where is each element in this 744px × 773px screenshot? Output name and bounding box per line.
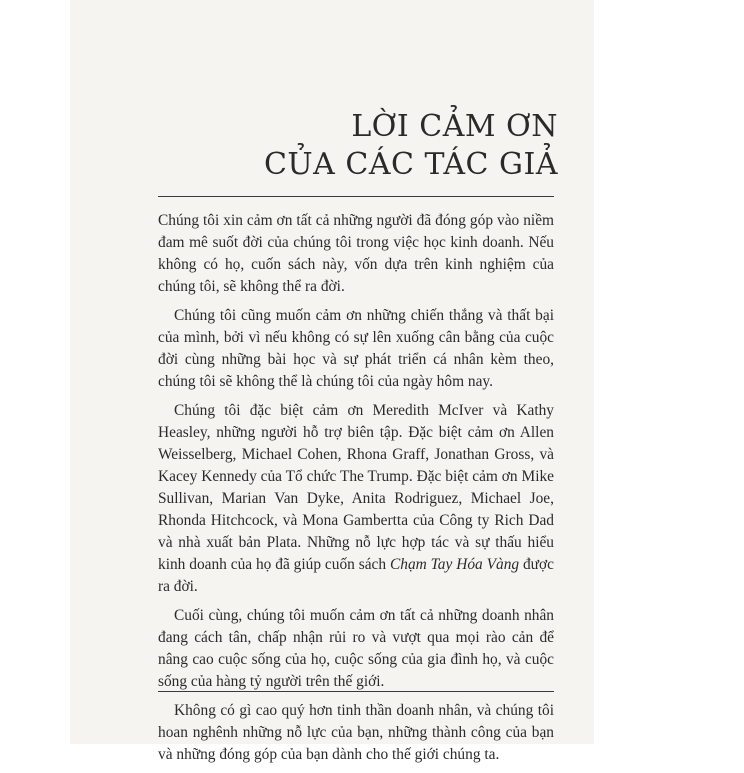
page-margin-left bbox=[0, 0, 70, 744]
book-title-italic: Chạm Tay Hóa Vàng bbox=[389, 556, 520, 573]
top-divider bbox=[158, 196, 554, 197]
paragraph-4: Cuối cùng, chúng tôi muốn cảm ơn tất cả những doanh nhân đang cách tân, chấp nhận rủi ro và vượt qua mọi rào cản để nâng cao cuộc sống của họ, cuộc sống của gia đình họ, và cuộc sống của hàng tỷ người trên thế giới. bbox=[158, 607, 554, 690]
paragraph-1: Chúng tôi xin cảm ơn tất cả những người đã đóng góp vào niềm đam mê suốt đời của chúng tôi trong việc học kinh doanh. Nếu không có họ, cuốn sách này, vốn dựa trên kinh nghiệm của chúng tôi, sẽ không thể ra đời. bbox=[158, 212, 554, 295]
acknowledgements-body bbox=[158, 210, 554, 773]
page-margin-right bbox=[594, 0, 744, 744]
paragraph-3-end: được ra đời. bbox=[158, 556, 554, 595]
bottom-divider bbox=[158, 691, 554, 692]
paragraph-3 bbox=[158, 400, 554, 598]
paragraph-2: Chúng tôi cũng muốn cảm ơn những chiến thắng và thất bại của mình, bởi vì nếu không có sự lên xuống cân bằng của cuộc đời cùng những bài học và sự phát triển cá nhân kèm theo, chúng tôi sẽ không thể là chúng tôi của ngày hôm nay. bbox=[158, 307, 554, 390]
chapter-title bbox=[264, 108, 558, 184]
paragraph-3-text: Chúng tôi đặc biệt cảm ơn Meredith McIver và Kathy Heasley, những người hỗ trợ biên tập. Đặc biệt cảm ơn Allen Weisselberg, Michael Cohen, Rhona Graff, Jonathan Gross, và Kacey Kennedy của Tổ chức The Trump. Đặc biệt cảm ơn Mike Sullivan, Marian Van Dyke, Anita Rodriguez, Michael Joe, Rhonda Hitchcock, và Mona Gambertta của Công ty Rich Dad và nhà xuất bản Plata. Những nỗ lực hợp tác và sự thấu hiểu kinh doanh của họ đã giúp cuốn sách bbox=[158, 402, 554, 573]
paragraph-5: Không có gì cao quý hơn tinh thần doanh nhân, và chúng tôi hoan nghênh những nỗ lực của bạn, những thành công của bạn và những đóng góp của bạn dành cho thế giới chúng ta. bbox=[158, 702, 554, 763]
chapter-title-line-2: CỦA CÁC TÁC GIẢ bbox=[263, 147, 558, 182]
chapter-title-line-1: LỜI CẢM ƠN bbox=[351, 109, 558, 144]
